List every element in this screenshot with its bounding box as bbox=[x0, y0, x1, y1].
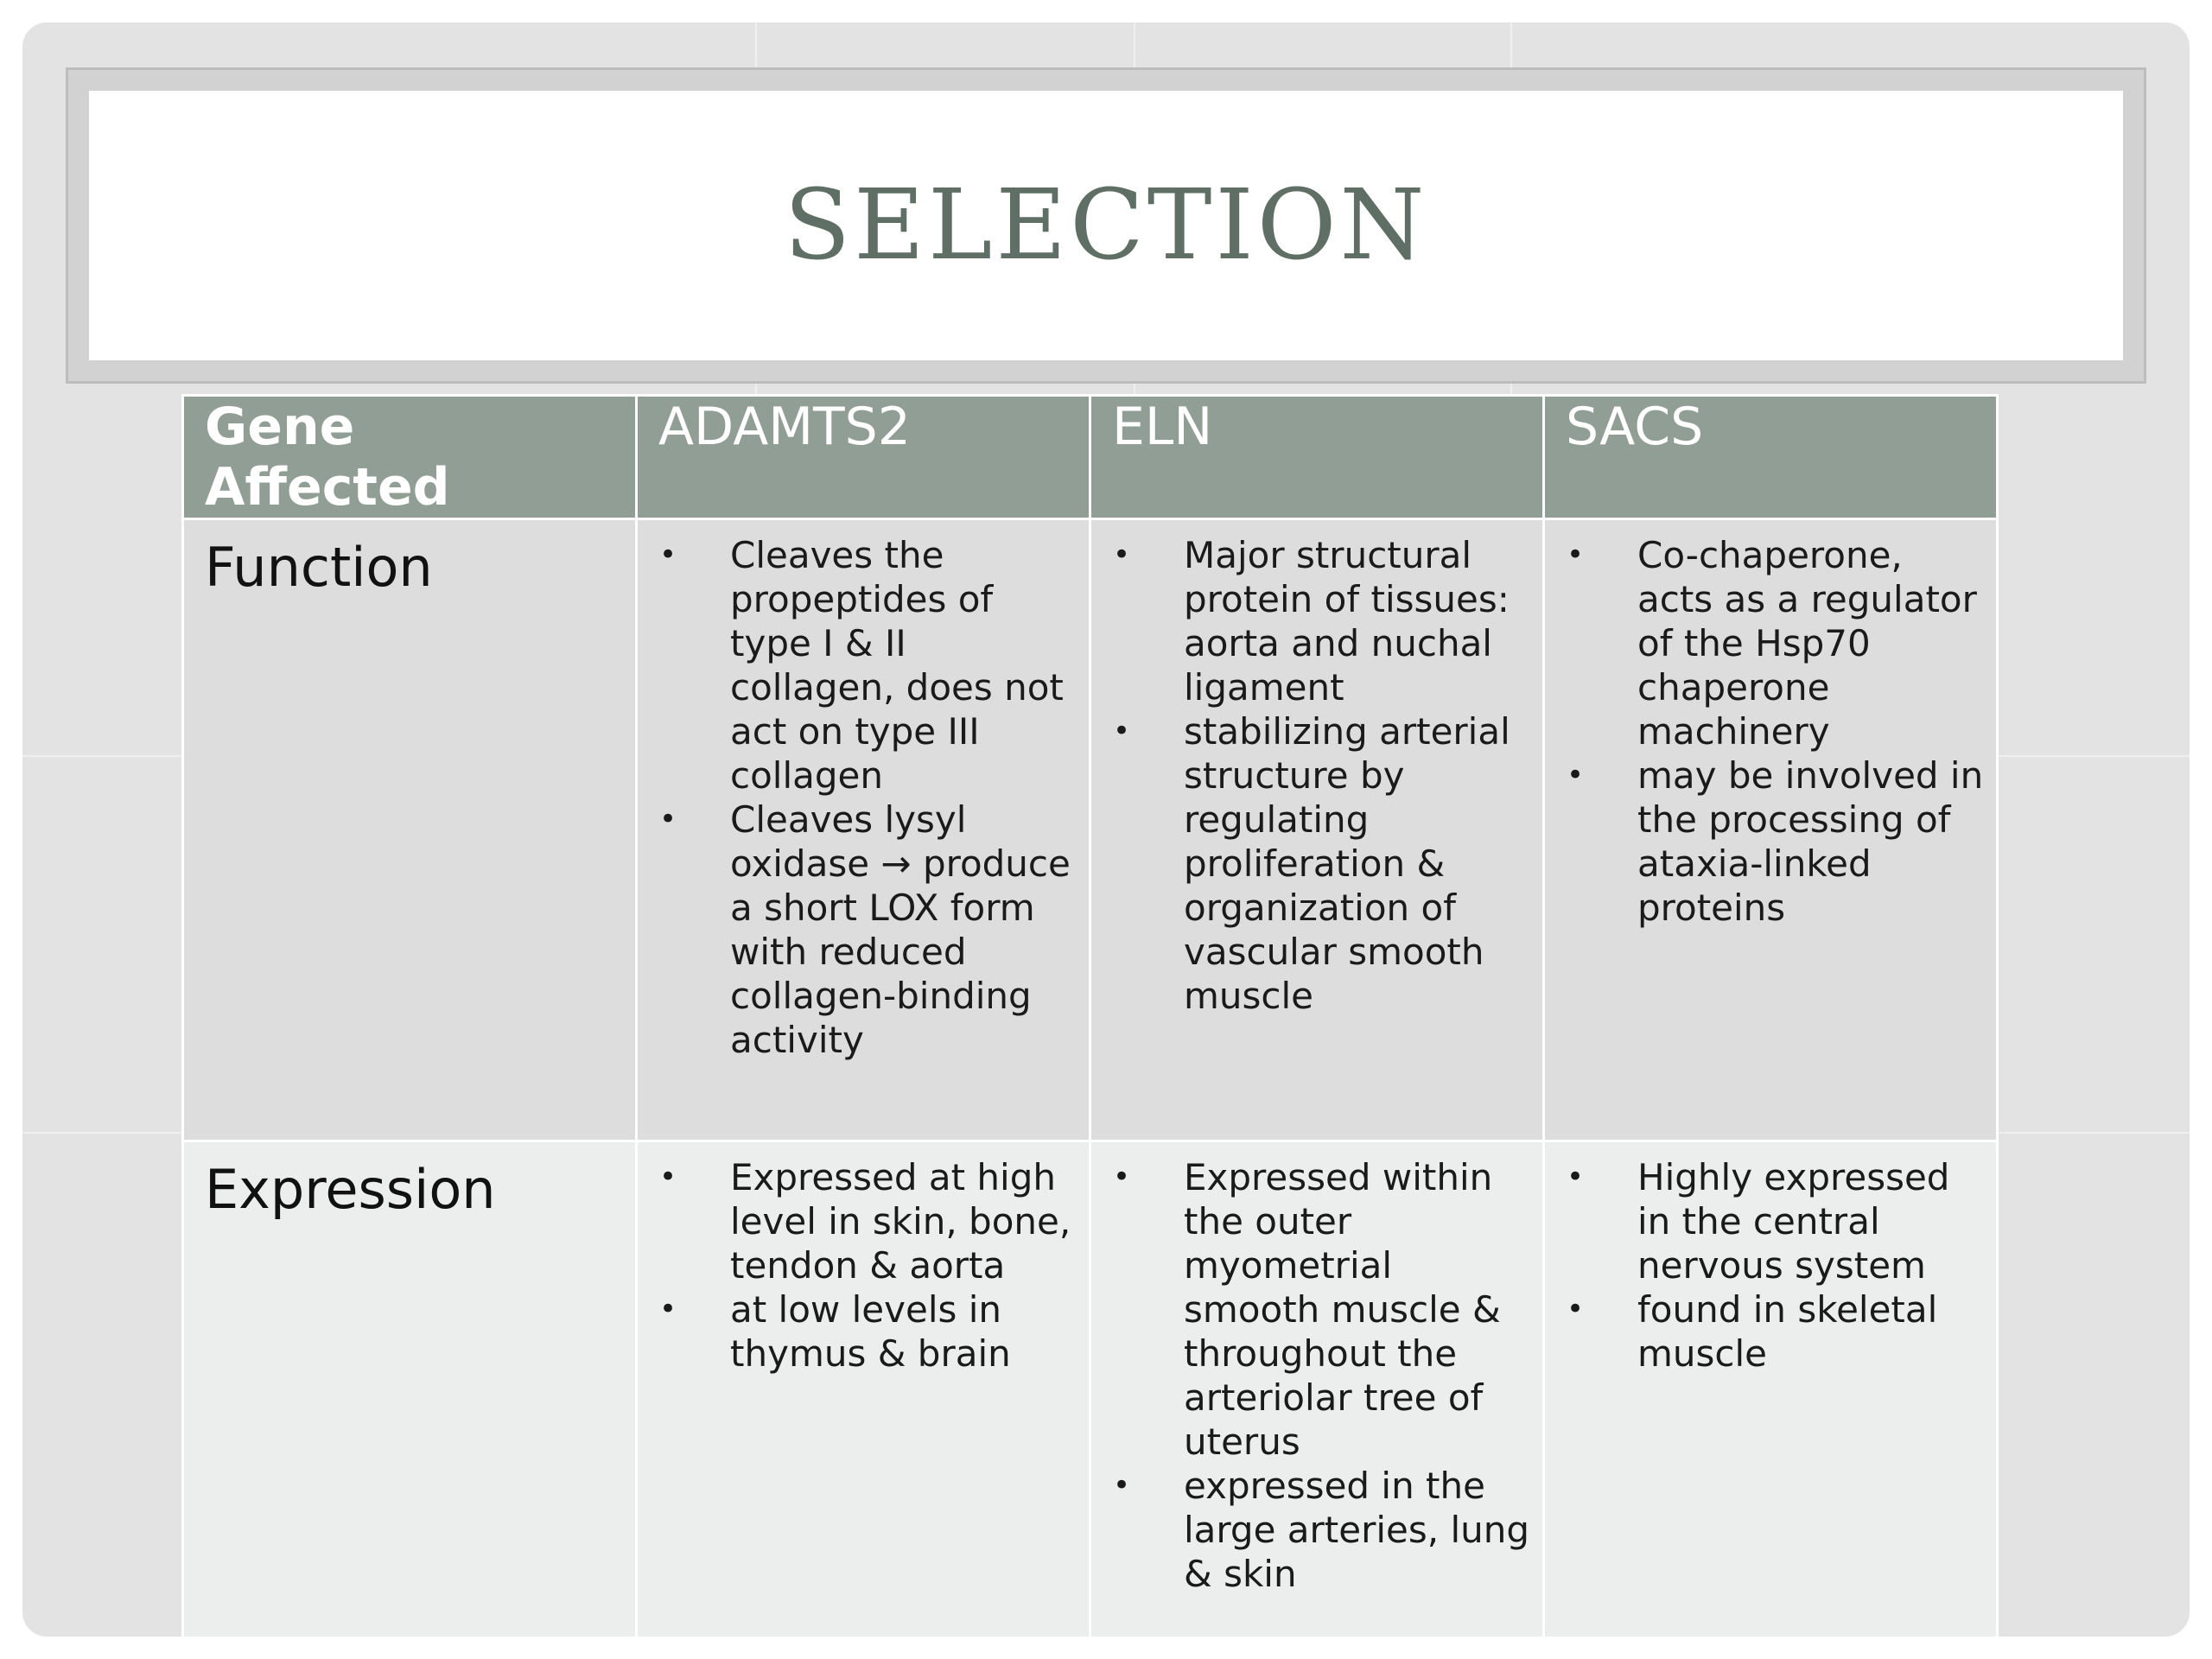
list-item: • Expressed within the outer myometrial smooth muscle & throughout the arteriolar tree of uterus bbox=[1092, 1155, 1531, 1464]
list-item: • Co-chaperone, acts as a regulator of the Hsp70 chaperone machinery bbox=[1546, 533, 1985, 753]
list-item: • expressed in the large arteries, lung & skin bbox=[1092, 1464, 1531, 1596]
header-sacs: SACS bbox=[1544, 396, 1998, 519]
table-header-row bbox=[183, 396, 1998, 519]
cell-expression-eln bbox=[1090, 1141, 1544, 1637]
title-box bbox=[89, 91, 2123, 360]
header-gene-affected: Gene Affected bbox=[183, 396, 637, 519]
table-row-expression bbox=[183, 1141, 1998, 1637]
slide bbox=[22, 22, 2190, 1637]
cell-function-eln bbox=[1090, 519, 1544, 1141]
gene-comparison-table bbox=[181, 394, 1999, 1637]
slide-title: SELECTION bbox=[784, 169, 1428, 282]
list-item: • at low levels in thymus & brain bbox=[639, 1287, 1077, 1376]
header-eln: ELN bbox=[1090, 396, 1544, 519]
title-frame bbox=[66, 67, 2146, 384]
list-item: • stabilizing arterial structure by regulating proliferation & organization of vascular smooth muscle bbox=[1092, 709, 1531, 1018]
list-item: • Cleaves the propeptides of type I & II collagen, does not act on type III collagen bbox=[639, 533, 1077, 798]
table-row-function bbox=[183, 519, 1998, 1141]
list-item: • Highly expressed in the central nervous system bbox=[1546, 1155, 1985, 1287]
cell-expression-adamts2 bbox=[637, 1141, 1090, 1637]
header-adamts2: ADAMTS2 bbox=[637, 396, 1090, 519]
cell-function-adamts2 bbox=[637, 519, 1090, 1141]
list-item: • Expressed at high level in skin, bone, tendon & aorta bbox=[639, 1155, 1077, 1287]
cell-expression-sacs bbox=[1544, 1141, 1998, 1637]
cell-function-sacs bbox=[1544, 519, 1998, 1141]
row-label-expression: Expression bbox=[183, 1141, 637, 1637]
row-label-function: Function bbox=[183, 519, 637, 1141]
list-item: • Major structural protein of tissues: aorta and nuchal ligament bbox=[1092, 533, 1531, 709]
list-item: • found in skeletal muscle bbox=[1546, 1287, 1985, 1376]
list-item: • Cleaves lysyl oxidase → produce a short LOX form with reduced collagen-binding activity bbox=[639, 798, 1077, 1062]
list-item: • may be involved in the processing of ataxia-linked proteins bbox=[1546, 753, 1985, 930]
